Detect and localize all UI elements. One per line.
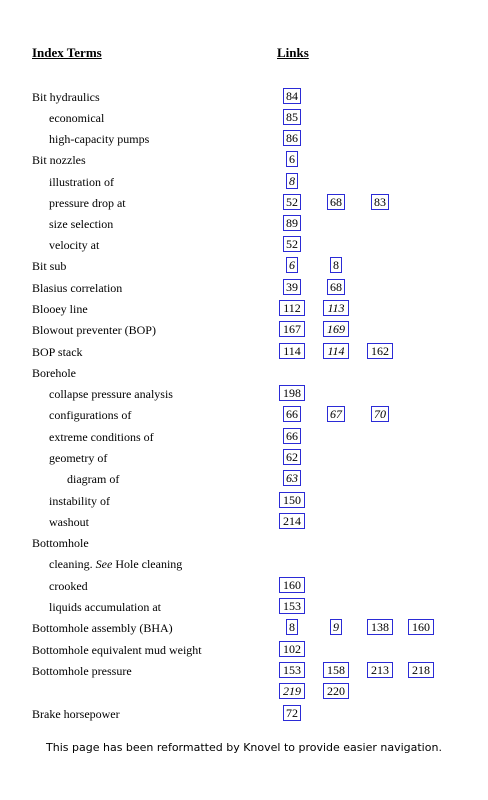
page-link[interactable]: 86 (283, 130, 301, 146)
term-text: crooked (49, 579, 88, 593)
index-entry (0, 259, 488, 279)
index-entry (0, 90, 488, 110)
index-term (32, 664, 132, 678)
page-link[interactable]: 114 (323, 343, 349, 359)
index-entry (0, 430, 488, 450)
page-link[interactable]: 158 (323, 662, 349, 678)
page-link[interactable]: 52 (283, 236, 301, 252)
page-link[interactable]: 8 (330, 257, 342, 273)
term-text: BOP stack (32, 345, 83, 359)
page-link[interactable]: 68 (327, 194, 345, 210)
index-entry (0, 685, 488, 705)
index-term (32, 281, 122, 295)
page-link[interactable]: 66 (283, 406, 301, 422)
index-term (67, 472, 119, 486)
index-entry (0, 600, 488, 620)
index-entry (0, 196, 488, 216)
index-entry (0, 664, 488, 684)
term-text: washout (49, 515, 89, 529)
term-text: Bottomhole equivalent mud weight (32, 643, 202, 657)
page-link[interactable]: 219 (279, 683, 305, 699)
page-link[interactable]: 84 (283, 88, 301, 104)
index-term (32, 323, 156, 337)
page-link[interactable]: 85 (283, 109, 301, 125)
page-link[interactable]: 114 (279, 343, 305, 359)
term-text: pressure drop at (49, 196, 126, 210)
index-entry (0, 707, 488, 727)
page-link[interactable]: 6 (286, 151, 298, 167)
page-link[interactable]: 162 (367, 343, 393, 359)
index-entry (0, 451, 488, 471)
index-term (49, 451, 107, 465)
index-term (32, 366, 76, 380)
index-entry (0, 111, 488, 131)
index-term (32, 621, 173, 635)
index-term (49, 515, 89, 529)
index-entry (0, 217, 488, 237)
page-link[interactable]: 66 (283, 428, 301, 444)
term-text: Borehole (32, 366, 76, 380)
page-link[interactable]: 150 (279, 492, 305, 508)
index-entry (0, 494, 488, 514)
see-label: See (95, 557, 113, 571)
index-entry (0, 238, 488, 258)
page-link[interactable]: 214 (279, 513, 305, 529)
term-text: instability of (49, 494, 110, 508)
index-entry (0, 323, 488, 343)
page-link[interactable]: 169 (323, 321, 349, 337)
page-link[interactable]: 220 (323, 683, 349, 699)
term-text: high-capacity pumps (49, 132, 150, 146)
term-text: liquids accumulation at (49, 600, 161, 614)
page-link[interactable]: 160 (408, 619, 434, 635)
page-link[interactable]: 102 (279, 641, 305, 657)
page-link[interactable]: 63 (283, 470, 301, 486)
term-text: velocity at (49, 238, 100, 252)
index-term (49, 430, 154, 444)
term-text: Bit sub (32, 259, 67, 273)
index-term (32, 707, 120, 721)
page-link[interactable]: 70 (371, 406, 389, 422)
term-text: Brake horsepower (32, 707, 120, 721)
term-text: extreme conditions of (49, 430, 154, 444)
page-link[interactable]: 160 (279, 577, 305, 593)
page-link[interactable]: 213 (367, 662, 393, 678)
links-header: Links (277, 45, 309, 60)
index-entry (0, 175, 488, 195)
index-term (49, 387, 173, 401)
knovel-footer: This page has been reformatted by Knovel to provide easier navigation. (46, 741, 442, 754)
index-entry (0, 536, 488, 556)
page-link[interactable]: 62 (283, 449, 301, 465)
page-link[interactable]: 167 (279, 321, 305, 337)
index-term (49, 238, 99, 252)
index-term (49, 494, 110, 508)
page-link[interactable]: 89 (283, 215, 301, 231)
index-entry (0, 366, 488, 386)
term-text: configurations of (49, 408, 132, 422)
index-term (49, 557, 182, 571)
page-link[interactable]: 153 (279, 598, 305, 614)
index-term (49, 175, 114, 189)
term-text: Blooey line (32, 302, 88, 316)
page-link[interactable]: 72 (283, 705, 301, 721)
page-link[interactable]: 138 (367, 619, 393, 635)
term-text: Bit hydraulics (32, 90, 100, 104)
term-text: Bottomhole (32, 536, 89, 550)
term-text: economical (49, 111, 105, 125)
index-term (49, 217, 113, 231)
index-entry (0, 408, 488, 428)
index-term (49, 408, 131, 422)
index-term (49, 600, 161, 614)
index-term (32, 536, 89, 550)
term-text: Bottomhole assembly (BHA) (32, 621, 173, 635)
page-link[interactable]: 52 (283, 194, 301, 210)
index-entry (0, 281, 488, 301)
page-link[interactable]: 6 (286, 257, 298, 273)
term-text: cleaning. (49, 557, 93, 571)
index-entry (0, 302, 488, 322)
index-term (32, 153, 86, 167)
index-term (49, 132, 149, 146)
page-link[interactable]: 112 (279, 300, 305, 316)
see-target: Hole cleaning (115, 557, 183, 571)
term-text: Bit nozzles (32, 153, 86, 167)
index-term (32, 302, 88, 316)
index-entry (0, 579, 488, 599)
page-link[interactable]: 198 (279, 385, 305, 401)
index-term (32, 643, 202, 657)
index-term (49, 111, 104, 125)
page-link[interactable]: 8 (286, 619, 298, 635)
index-entry (0, 621, 488, 641)
term-text: size selection (49, 217, 114, 231)
page-link[interactable]: 39 (283, 279, 301, 295)
index-term (49, 196, 126, 210)
index-terms-header: Index Terms (32, 45, 102, 60)
index-term (32, 259, 66, 273)
page-link[interactable]: 8 (286, 173, 298, 189)
index-entry (0, 387, 488, 407)
index-entry (0, 557, 488, 577)
index-term (32, 345, 83, 359)
term-text: Blasius correlation (32, 281, 123, 295)
index-entry (0, 643, 488, 663)
term-text: geometry of (49, 451, 108, 465)
page-link[interactable]: 153 (279, 662, 305, 678)
page-link[interactable]: 113 (323, 300, 349, 316)
term-text: illustration of (49, 175, 114, 189)
term-text: Bottomhole pressure (32, 664, 132, 678)
index-entry (0, 132, 488, 152)
index-term (32, 90, 100, 104)
index-entry (0, 345, 488, 365)
term-text: diagram of (67, 472, 120, 486)
page-link[interactable]: 67 (327, 406, 345, 422)
page-link[interactable]: 83 (371, 194, 389, 210)
page-link[interactable]: 68 (327, 279, 345, 295)
page-link[interactable]: 9 (330, 619, 342, 635)
term-text: collapse pressure analysis (49, 387, 173, 401)
index-entry (0, 472, 488, 492)
index-entry (0, 515, 488, 535)
index-entry (0, 153, 488, 173)
term-text: Blowout preventer (BOP) (32, 323, 156, 337)
page-link[interactable]: 218 (408, 662, 434, 678)
index-term (49, 579, 88, 593)
